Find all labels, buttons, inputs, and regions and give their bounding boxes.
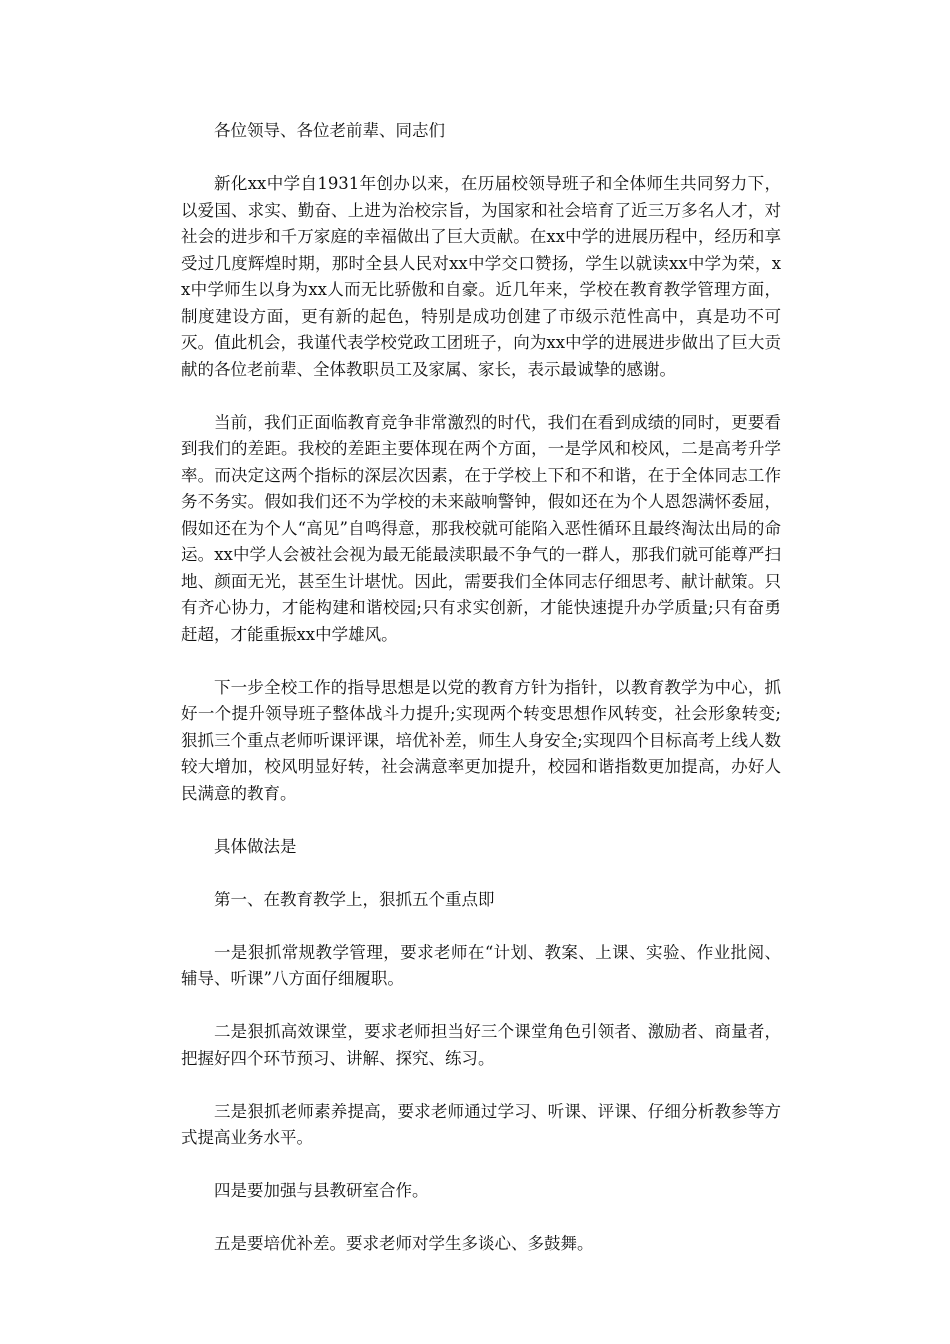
paragraph-guiding-ideology: 下一步全校工作的指导思想是以党的教育方针为指针，以教育教学为中心，抓好一个提升领导班子整体战斗力提升;实现两个转变思想作风转变，社会形象转变;狠抓三个重点老师听课评课，培优补差，师生人身安全;实现四个目标高考上线人数较大增加，校风明显好转，社会满意率更加提升，校园和谐指数更加提高，办好人民满意的教育。 bbox=[181, 677, 781, 803]
paragraph-gap bbox=[181, 1072, 781, 1099]
document-body bbox=[181, 118, 781, 1258]
list-item-5: 五是要培优补差。要求老师对学生多谈心、多鼓舞。 bbox=[214, 1234, 594, 1253]
paragraph-gap bbox=[181, 648, 781, 675]
paragraph-gap bbox=[181, 1205, 781, 1232]
list-item-2: 二是狠抓高效课堂，要求老师担当好三个课堂角色引领者、激励者、商量者，把握好四个环节预习、讲解、探究、练习。 bbox=[181, 1022, 781, 1068]
paragraph-gap bbox=[181, 807, 781, 834]
paragraph-gap bbox=[181, 993, 781, 1020]
paragraph-gap bbox=[181, 860, 781, 887]
paragraph-gap bbox=[181, 383, 781, 410]
list-item-4: 四是要加强与县教研室合作。 bbox=[214, 1181, 429, 1200]
list-item-3: 三是狠抓老师素养提高，要求老师通过学习、听课、评课、仔细分析教参等方式提高业务水平。 bbox=[181, 1101, 781, 1147]
paragraph-history: 新化xx中学自1931年创办以来，在历届校领导班子和全体师生共同努力下，以爱国、求实、勤奋、上进为治校宗旨，为国家和社会培育了近三万多名人才，对社会的进步和千万家庭的幸福做出了巨大贡献。在xx中学的进展历程中，经历和享受过几度辉煌时期，那时全县人民对xx中学交口赞扬，学生以就读xx中学为荣，xx中学师生以身为xx人而无比骄傲和自豪。近几年来，学校在教育教学管理方面，制度建设方面，更有新的起色，特别是成功创建了市级示范性高中，真是功不可灭。值此机会，我谨代表学校党政工团班子，向为xx中学的进展进步做出了巨大贡献的各位老前辈、全体教职员工及家属、家长，表示最诚挚的感谢。 bbox=[181, 174, 781, 379]
paragraph-current-situation: 当前，我们正面临教育竞争非常激烈的时代，我们在看到成绩的同时，更要看到我们的差距。我校的差距主要体现在两个方面，一是学风和校风，二是高考升学率。而决定这两个指标的深层次因素，在于学校上下和不和谐，在于全体同志工作务不务实。假如我们还不为学校的未来敲响警钟，假如还在为个人恩怨满怀委屈，假如还在为个人“高见”自鸣得意，那我校就可能陷入恶性循环且最终淘汰出局的命运。xx中学人会被社会视为最无能最渎职最不争气的一群人，那我们就可能尊严扫地、颜面无光，甚至生计堪忧。因此，需要我们全体同志仔细思考、献计献策。只有齐心协力，才能构建和谐校园;只有求实创新，才能快速提升办学质量;只有奋勇赶超，才能重振xx中学雄风。 bbox=[181, 412, 781, 644]
specific-methods-heading: 具体做法是 bbox=[214, 836, 297, 856]
greeting: 各位领导、各位老前辈、同志们 bbox=[214, 121, 445, 140]
paragraph-gap bbox=[181, 1152, 781, 1179]
first-point-heading: 第一、在教育教学上，狠抓五个重点即 bbox=[214, 889, 495, 909]
paragraph-gap bbox=[181, 145, 781, 172]
paragraph-gap bbox=[181, 913, 781, 940]
list-item-1: 一是狠抓常规教学管理，要求老师在“计划、教案、上课、实验、作业批阅、辅导、听课”八方面仔细履职。 bbox=[181, 942, 781, 988]
